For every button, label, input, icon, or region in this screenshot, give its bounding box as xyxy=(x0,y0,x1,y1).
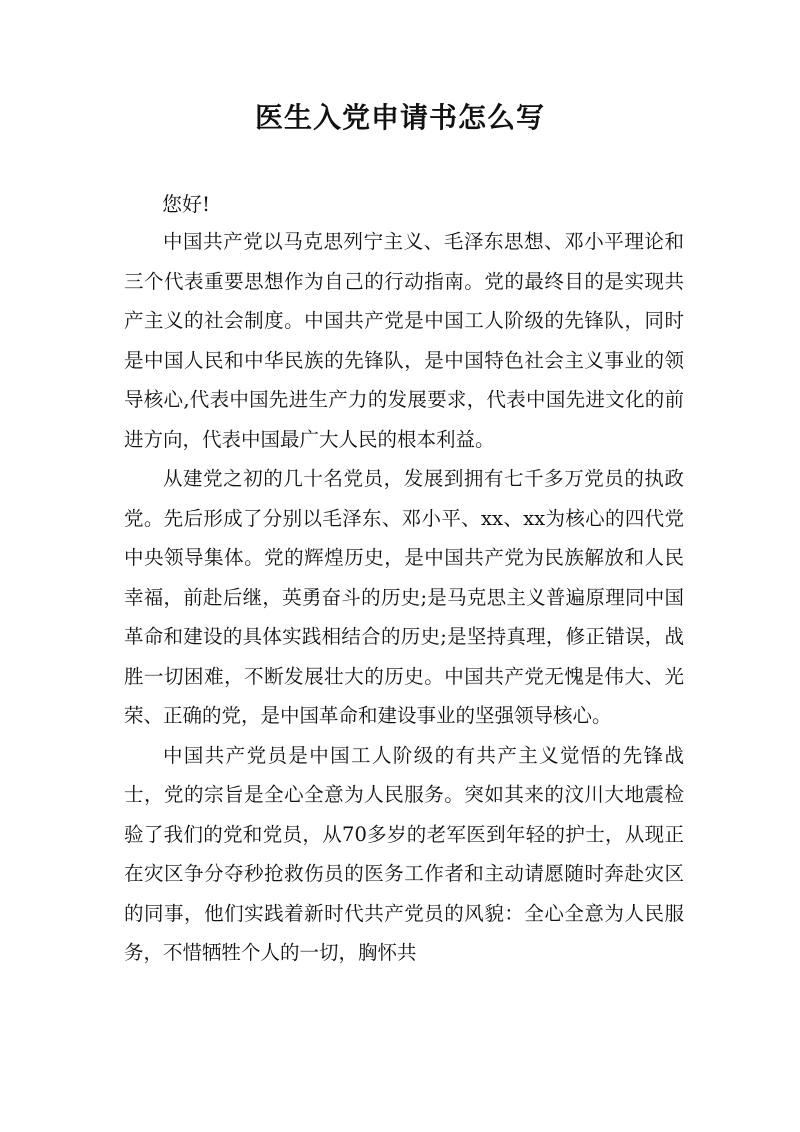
document-body xyxy=(124,222,684,973)
greeting: 您好! xyxy=(162,192,211,216)
paragraph-2: 从建党之初的几十名党员，发展到拥有七千多万党员的执政党。先后形成了分别以毛泽东、邓小平、xx、xx为核心的四代党中央领导集体。党的辉煌历史，是中国共产党为民族解放和人民幸福，前赴后继，英勇奋斗的历史;是马克思主义普遍原理同中国革命和建设的具体实践相结合的历史;是坚持真理，修正错误，战胜一切困难，不断发展壮大的历史。中国共产党无愧是伟大、光荣、正确的党，是中国革命和建设事业的坚强领导核心。 xyxy=(124,467,684,727)
paragraph-1: 中国共产党以马克思列宁主义、毛泽东思想、邓小平理论和三个代表重要思想作为自己的行动指南。党的最终目的是实现共产主义的社会制度。中国共产党是中国工人阶级的先锋队，同时是中国人民和中华民族的先锋队，是中国特色社会主义事业的领导核心,代表中国先进生产力的发展要求，代表中国先进文化的前进方向，代表中国最广大人民的根本利益。 xyxy=(124,230,684,451)
document-title: 医生入党申请书怎么写 xyxy=(254,101,545,134)
paragraph-3: 中国共产党员是中国工人阶级的有共产主义觉悟的先锋战士，党的宗旨是全心全意为人民服务。突如其来的汶川大地震检验了我们的党和党员，从70多岁的老军医到年轻的护士，从现正在灾区争分夺秒抢救伤员的医务工作者和主动请愿随时奔赴灾区的同事，他们实践着新时代共产党员的风貌：全心全意为人民服务，不惜牺牲个人的一切，胸怀共 xyxy=(124,743,684,964)
